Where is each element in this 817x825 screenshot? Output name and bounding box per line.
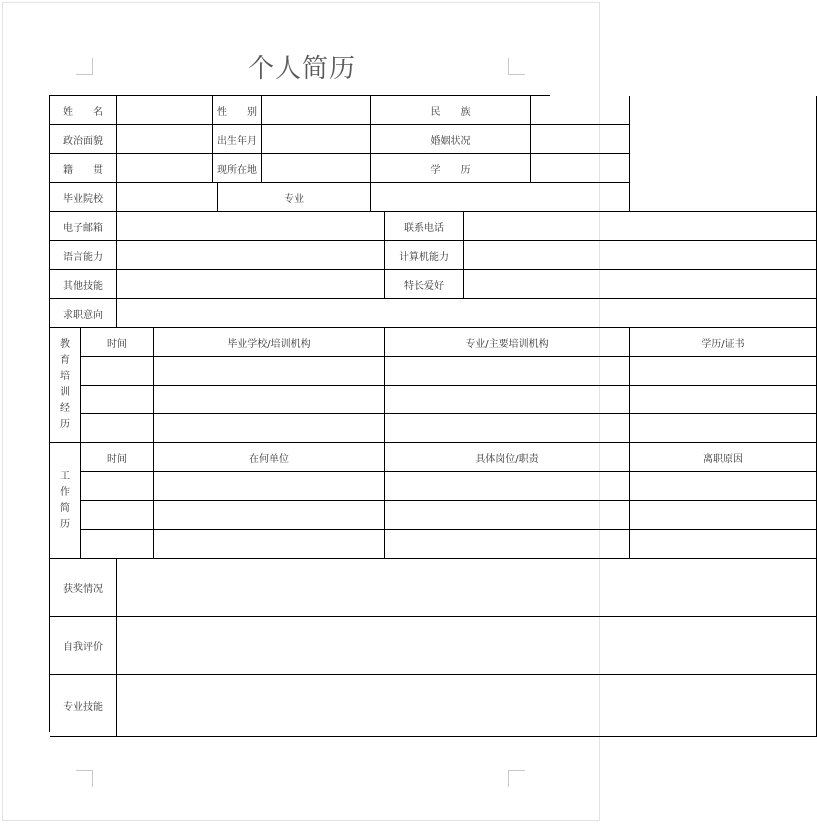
work-header-reason: 离职原因 [630,443,817,472]
other-skills-label: 其他技能 [50,270,117,299]
education-cell[interactable] [385,357,630,386]
work-cell[interactable] [630,530,817,559]
photo-field[interactable] [630,96,817,212]
education-cell[interactable] [81,357,154,386]
work-cell[interactable] [81,501,154,530]
awards-label: 获奖情况 [50,559,117,617]
education-cell[interactable] [630,414,817,443]
graduate-school-label: 毕业院校 [50,183,117,212]
professional-skills-field[interactable] [117,675,817,737]
work-cell[interactable] [385,501,630,530]
work-cell[interactable] [81,530,154,559]
native-place-label: 籍 贯 [50,154,117,183]
current-location-label: 现所在地 [213,154,262,183]
marital-status-field[interactable] [531,125,630,154]
page-title: 个人简历 [247,54,356,84]
graduate-school-field[interactable] [117,183,218,212]
political-status-label: 政治面貌 [50,125,117,154]
education-cell[interactable] [154,357,385,386]
language-field[interactable] [117,241,385,270]
margin-mark-bottom-right [508,770,525,787]
work-header-time: 时间 [81,443,154,472]
resume-table [49,95,745,732]
work-cell[interactable] [630,472,817,501]
other-skills-field[interactable] [117,270,385,299]
ethnicity-field[interactable] [531,96,630,125]
major-label: 专业 [218,183,371,212]
education-header-major: 专业/主要培训机构 [385,328,630,357]
margin-mark-bottom-left [76,770,93,787]
work-cell[interactable] [81,472,154,501]
education-section-label: 教育培训经历 [50,328,81,443]
marital-status-label: 婚姻状况 [371,125,531,154]
gender-field[interactable] [262,96,371,125]
work-cell[interactable] [385,472,630,501]
email-field[interactable] [117,212,385,241]
hobbies-label: 特长爱好 [385,270,464,299]
education-header-time: 时间 [81,328,154,357]
major-field[interactable] [371,183,630,212]
work-cell[interactable] [385,530,630,559]
education-cell[interactable] [385,414,630,443]
work-cell[interactable] [630,501,817,530]
name-label: 姓 名 [50,96,117,125]
native-place-field[interactable] [117,154,213,183]
work-cell[interactable] [154,472,385,501]
awards-field[interactable] [117,559,817,617]
education-level-field[interactable] [531,154,630,183]
current-location-field[interactable] [262,154,371,183]
education-cell[interactable] [81,386,154,414]
work-cell[interactable] [154,501,385,530]
job-intention-field[interactable] [117,299,817,328]
education-cell[interactable] [81,414,154,443]
computer-skills-label: 计算机能力 [385,241,464,270]
self-evaluation-label: 自我评价 [50,617,117,675]
job-intention-label: 求职意向 [50,299,117,328]
education-cell[interactable] [154,386,385,414]
phone-label: 联系电话 [385,212,464,241]
birth-date-label: 出生年月 [213,125,262,154]
education-header-school: 毕业学校/培训机构 [154,328,385,357]
education-cell[interactable] [630,357,817,386]
ethnicity-label: 民 族 [371,96,531,125]
education-cell[interactable] [385,386,630,414]
work-header-company: 在何单位 [154,443,385,472]
birth-date-field[interactable] [262,125,371,154]
education-cell[interactable] [154,414,385,443]
email-label: 电子邮箱 [50,212,117,241]
education-cell[interactable] [630,386,817,414]
name-field[interactable] [117,96,213,125]
self-evaluation-field[interactable] [117,617,817,675]
work-section-label: 工作简历 [50,443,81,559]
hobbies-field[interactable] [464,270,817,299]
professional-skills-label: 专业技能 [50,675,117,737]
language-label: 语言能力 [50,241,117,270]
gender-label: 性 别 [213,96,262,125]
political-status-field[interactable] [117,125,213,154]
computer-skills-field[interactable] [464,241,817,270]
phone-field[interactable] [464,212,817,241]
work-cell[interactable] [154,530,385,559]
education-header-degree: 学历/证书 [630,328,817,357]
work-header-position: 具体岗位/职责 [385,443,630,472]
education-level-label: 学 历 [371,154,531,183]
